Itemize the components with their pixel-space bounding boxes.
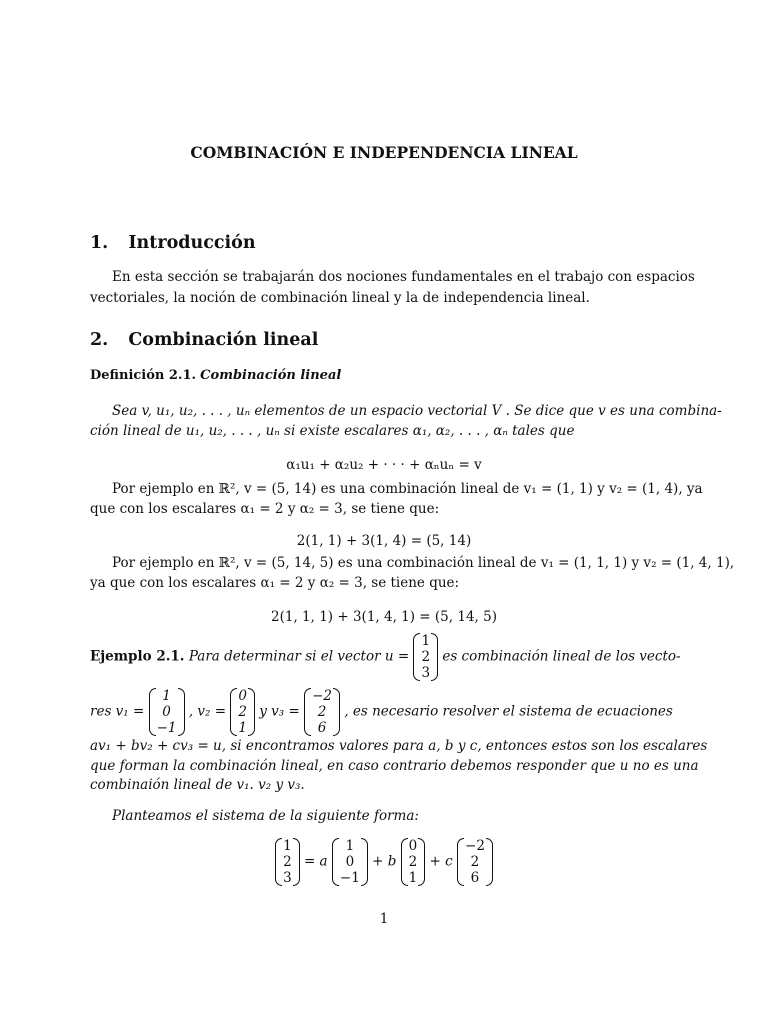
matrix-entry: 2: [421, 649, 431, 665]
example-r2-line: que con los escalares α₁ = 2 y α₂ = 3, se tiene que:: [90, 501, 440, 517]
section-title: Combinación lineal: [128, 330, 319, 350]
matrix-entry: 1: [345, 838, 355, 854]
section-2-heading: [90, 330, 318, 350]
definition-line: ción lineal de u₁, u₂, . . . , uₙ si existe escalares α₁, α₂, . . . , αₙ tales que: [90, 423, 575, 439]
matrix-entry: 0: [408, 838, 418, 854]
vector-v1-matrix: [149, 688, 185, 736]
equation-operator: + b: [372, 853, 397, 870]
matrix-entry: 2: [408, 854, 418, 870]
matrix-entry: 1: [162, 688, 171, 704]
equation-operator: + c: [429, 853, 453, 870]
example-r2-line: Por ejemplo en ℝ², v = (5, 14) es una combinación lineal de v₁ = (1, 1) y v₂ = (1, 4), ya: [112, 481, 703, 497]
page-number: 1: [379, 911, 389, 927]
page-title: COMBINACIÓN E INDEPENDENCIA LINEAL: [190, 143, 578, 162]
intro-paragraph-line: En esta sección se trabajarán dos nociones fundamentales en el trabajo con espacios: [112, 269, 695, 285]
matrix-entry: 3: [421, 665, 431, 681]
matrix-entry: −1: [156, 720, 177, 736]
ejemplo-text: es combinación lineal de los vecto-: [442, 648, 681, 665]
vector-v2-matrix: [401, 838, 426, 886]
matrix-entry: −2: [465, 838, 485, 854]
matrix-entry: −2: [312, 688, 332, 704]
matrix-entry: 1: [421, 633, 431, 649]
matrix-entry: 2: [470, 854, 480, 870]
ejemplo-text: y v₃ =: [259, 703, 300, 720]
ejemplo-label: Ejemplo 2.1.: [90, 648, 185, 665]
ejemplo-text: Para determinar si el vector u =: [188, 648, 410, 665]
vector-u-matrix: [413, 633, 438, 681]
matrix-entry: 0: [162, 704, 171, 720]
matrix-entry: 0: [345, 854, 355, 870]
ejemplo-text: , v₂ =: [188, 703, 227, 720]
planteamos-text: Planteamos el sistema de la siguiente forma:: [112, 808, 419, 824]
matrix-entry: 1: [408, 870, 418, 886]
definition-line: Sea v, u₁, u₂, . . . , uₙ elementos de un espacio vectorial V . Se dice que v es una combina-: [112, 403, 722, 419]
example-r3-line: Por ejemplo en ℝ², v = (5, 14, 5) es una combinación lineal de v₁ = (1, 1, 1) y v₂ = (1, 4, 1),: [112, 555, 735, 571]
matrix-entry: 6: [470, 870, 480, 886]
matrix-entry: 1: [283, 838, 292, 854]
matrix-entry: 3: [283, 870, 292, 886]
example-r3-line: ya que con los escalares α₁ = 2 y α₂ = 3, se tiene que:: [90, 575, 460, 591]
matrix-entry: 2: [238, 704, 247, 720]
ejemplo-line: av₁ + bv₂ + cv₃ = u, si encontramos valores para a, b y c, entonces estos son los escalares: [90, 738, 708, 754]
equation-operator: = a: [303, 853, 328, 870]
matrix-entry: −1: [339, 870, 360, 886]
matrix-entry: 2: [317, 704, 327, 720]
definition-label: Definición 2.1.: [90, 368, 197, 383]
matrix-entry: 1: [238, 720, 247, 736]
example-r2-equation: 2(1, 1) + 3(1, 4) = (5, 14): [296, 533, 472, 549]
vector-v3-matrix: [457, 838, 493, 886]
ejemplo-line-1: [90, 633, 681, 681]
ejemplo-line: combinaión lineal de v₁. v₂ y v₃.: [90, 777, 305, 793]
vector-v3-matrix: [304, 688, 340, 736]
ejemplo-text: res v₁ =: [90, 703, 145, 720]
matrix-entry: 6: [317, 720, 327, 736]
intro-paragraph-line: vectoriales, la noción de combinación lineal y la de independencia lineal.: [90, 290, 590, 306]
matrix-entry: 2: [283, 854, 292, 870]
section-1-heading: [90, 233, 256, 253]
ejemplo-text: , es necesario resolver el sistema de ecuaciones: [344, 703, 673, 720]
ejemplo-line-2: [90, 688, 673, 736]
matrix-entry: 0: [238, 688, 247, 704]
definition-heading: [90, 368, 341, 383]
ejemplo-line: que forman la combinación lineal, en caso contrario debemos responder que u no es una: [90, 758, 699, 774]
vector-v1-matrix: [332, 838, 368, 886]
definition-equation: α₁u₁ + α₂u₂ + · · · + αₙuₙ = v: [286, 457, 482, 473]
section-title: Introducción: [128, 233, 256, 253]
section-number: 1.: [90, 233, 109, 253]
section-number: 2.: [90, 330, 109, 350]
vector-u-matrix: [275, 838, 300, 886]
example-r3-equation: 2(1, 1, 1) + 3(1, 4, 1) = (5, 14, 5): [271, 609, 497, 625]
definition-name: Combinación lineal: [200, 368, 342, 383]
vector-v2-matrix: [230, 688, 255, 736]
system-equation: [0, 838, 768, 886]
